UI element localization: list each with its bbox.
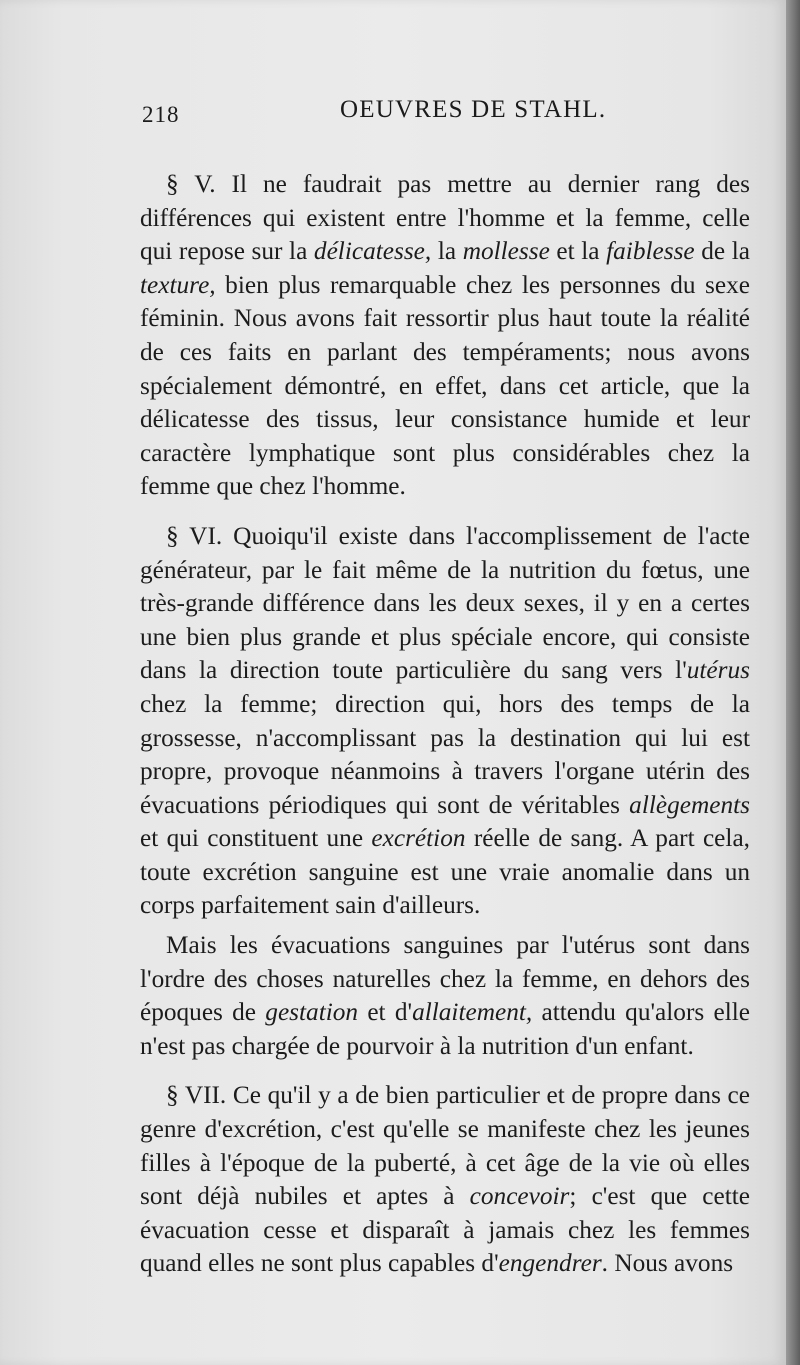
text-run: de la	[694, 237, 750, 266]
text-run: chez la femme; direction qui, hors des temps de la grossesse, n'accomplissant pas la destination qui lui est propre, provoque néanmoins à travers l'organe utérin des évacuations périodiques qui sont de véritables	[140, 689, 750, 819]
italic-run: utérus	[686, 656, 750, 685]
text-run: attendu qu'alors elle n'est pas chargée de pourvoir à la nutrition d'un enfant.	[140, 998, 750, 1060]
italic-run: texture,	[140, 270, 216, 299]
running-title: OEUVRES DE STAHL.	[340, 96, 607, 123]
italic-run: faiblesse	[606, 237, 695, 266]
text-run: et la	[549, 237, 607, 266]
paragraph-section-7	[140, 1079, 750, 1281]
text-run: § V. Il ne faudrait pas mettre au dernier rang des différences qui existent entre l'homme et la femme, celle qui repose sur la	[140, 170, 750, 266]
page-edge-shadow	[786, 0, 800, 1365]
text-run: Mais les évacuations sanguines par l'utérus sont dans l'ordre des choses naturelles chez la femme, en dehors des époques de	[140, 931, 750, 1027]
italic-run: gestation	[265, 998, 359, 1027]
paragraph-section-5	[140, 168, 750, 504]
italic-run: excrétion	[371, 824, 466, 853]
page-header	[142, 96, 742, 136]
text-run: réelle de sang. A part cela, toute excrétion sanguine est une vraie anomalie dans un corps parfaitement sain d'ailleurs.	[140, 824, 750, 920]
page-number: 218	[142, 102, 180, 127]
italic-run: allègements	[629, 790, 750, 819]
text-run: . Nous avons	[601, 1249, 734, 1278]
text-run: ; c'est que cette évacuation cesse et disparaît à jamais chez les femmes quand elles ne sont plus capables d'	[140, 1182, 750, 1278]
italic-run: engendrer	[498, 1249, 602, 1278]
text-run: bien plus remarquable chez les personnes du sexe féminin. Nous avons fait ressortir plus haut toute la réalité de ces faits en parlant des tempéraments; nous avons spécialement démontré, en effet, dans cet article, que la délicatesse des tissus, leur consistance humide et leur caractère lymphatique sont plus considérables chez la femme que chez l'homme.	[140, 270, 750, 501]
body-text	[140, 168, 750, 1281]
italic-run: délicatesse,	[313, 237, 432, 266]
text-run: la	[431, 237, 463, 266]
text-run: § VI. Quoiqu'il existe dans l'accomplissement de l'acte générateur, par le fait même de la nutrition du fœtus, une très-grande différence dans les deux sexes, il y en a certes une bien plus grande et plus spéciale encore, qui consiste dans la direction toute particulière du sang vers l'	[140, 521, 750, 685]
italic-run: concevoir	[469, 1182, 570, 1211]
paragraph-section-6	[140, 520, 750, 923]
italic-run: mollesse	[462, 237, 550, 266]
italic-run: allaitement,	[412, 998, 533, 1027]
text-run: et qui constituent une	[140, 824, 372, 853]
paragraph-mais	[140, 929, 750, 1063]
text-run: et d'	[358, 998, 413, 1027]
text-run: § VII. Ce qu'il y a de bien particulier et de propre dans ce genre d'excrétion, c'est qu'elle se manifeste chez les jeunes filles à l'époque de la puberté, à cet âge de la vie où elles sont déjà nubiles et aptes à	[140, 1081, 750, 1211]
